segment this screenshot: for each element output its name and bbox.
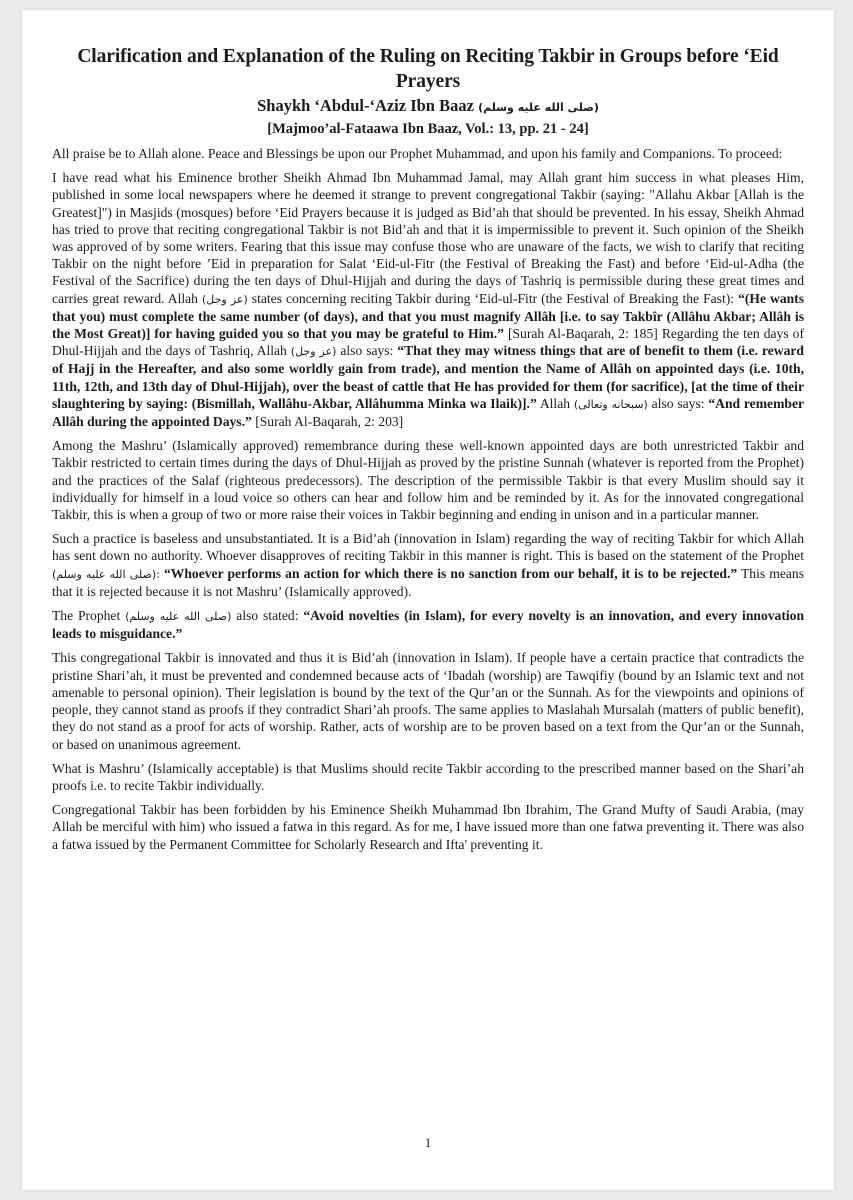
page-number: 1 xyxy=(424,1135,432,1150)
paragraph-intro: All praise be to Allah alone. Peace and Blessings be upon our Prophet Muhammad, and upon his family and Companions. To proceed: xyxy=(52,146,783,161)
author-line xyxy=(52,95,804,119)
paragraph-baseless-practice: Such a practice is baseless and unsubstantiated. It is a Bid’ah (innovation in Islam) regarding the way of reciting Takbir for which Allah has sent down no authority. Whoever disapproves of reciting Takbir in this manner is right. This is based on the statement of the Prophet (صلى الله عليه وسلم): “Whoever performs an action for which there is no sanction from our behalf, it is to be rejected.” This means that it is rejected because it is not Mashru’ (Islamically approved). xyxy=(52,531,804,599)
honorific: (صلى الله عليه وسلم) xyxy=(125,610,232,624)
document-body xyxy=(52,44,804,860)
source-reference: [Majmoo’al-Fataawa Ibn Baaz, Vol.: 13, pp. 21 - 24] xyxy=(267,121,589,137)
author-honorific: (صلى الله عليه وسلم) xyxy=(478,101,599,114)
hadith-quote: “Avoid novelties (in Islam), for every novelty is an innovation, and every innovation leads to misguidance.” xyxy=(52,608,805,642)
quran-quote: “(He wants that you) must complete the same number (of days), and that you must magnify Allâh [i.e. to say Takbîr (Allâhu Akbar; Allâh is the Most Great)] for having guided you so that you may be grateful to Him.” xyxy=(52,290,805,342)
paragraph-fatwa: Congregational Takbir has been forbidden by his Eminence Sheikh Muhammad Ibn Ibrahim, The Grand Mufty of Saudi Arabia, (may Allah be merciful with him) who issued a fatwa in this regard. As for me, I have issued more than one fatwa preventing it. There was also a fatwa issued by the Permanent Committee for Scholarly Research and Ifta' preventing it. xyxy=(52,802,804,852)
honorific: (عز وجل) xyxy=(290,345,337,359)
quran-quote: “And remember Allâh during the appointed Days.” xyxy=(52,395,805,430)
paragraph-essay-response: I have read what his Eminence brother Sheikh Ahmad Ibn Muhammad Jamal, may Allah grant him success in what pleases Him, published in some local newspapers where he deemed it strange to prevent congregational Takbir (saying: "Allahu Akbar [Allah is the Greatest]") in Masjids (mosques) before ‘Eid Prayers because it is judged as Bid’ah that should be prevented. In his essay, Sheikh Ahmad has tried to prove that reciting congregational Takbir is not Bid’ah and that it is impermissible to prevent it. Such opinion of the Sheikh was approved of by some writers. Fearing that this issue may confuse those who are unaware of the facts, we wish to clarify that reciting Takbir on the night before ’Eid in preparation for Salat ‘Eid-ul-Fitr (the Festival of Breaking the Fast) and before ‘Eid-ul-Adha (the Festival of the Sacrifice) during the ten days of Dhul-Hijjah and during the days of Tashriq is permissible during these great times and carries great reward. Allah (عز وجل) states concerning reciting Takbir during ‘Eid-ul-Fitr (the Festival of Breaking the Fast): “(He wants that you) must complete the same number (of days), and that you must magnify Allâh [i.e. to say Takbîr (Allâhu Akbar; Allâh is the Most Great)] for having guided you so that you may be grateful to Him.” [Surah Al-Baqarah, 2: 185] Regarding the ten days of Dhul-Hijjah and the days of Tashriq, Allah (عز وجل) also says: “That they may witness things that are of benefit to them (i.e. reward of Hajj in the Hereafter, and also some worldly gain from trade), and mention the Name of Allâh on appointed days (i.e. 10th, 11th, 12th, and 13th day of Dhul-Hijjah), over the beast of cattle that He has provided for them (for sacrifice), [at the time of their slaughtering by saying: (Bismillah, Wallâhu-Akbar, Allâhumma Minka wa Ilaik)].” Allah (سبحانه وتعالى) also says: “And remember Allâh during the appointed Days.” [Surah Al-Baqarah, 2: 203] xyxy=(52,170,805,430)
quran-quote: “That they may witness things that are of benefit to them (i.e. reward of Hajj in the Hereafter, and also some worldly gain from trade), and mention the Name of Allâh on appointed days (i.e. 10th, 11th, 12th, and 13th day of Dhul-Hijjah), over the beast of cattle that He has provided for them (for sacrifice), [at the time of their slaughtering by saying: (Bismillah, Wallâhu-Akbar, Allâhumma Minka wa Ilaik)].” xyxy=(52,343,804,411)
honorific: (سبحانه وتعالى) xyxy=(573,397,648,411)
paragraph-mashru-remembrance: Among the Mashru’ (Islamically approved) remembrance during these well-known appointed days are both unrestricted Takbir and Takbir restricted to certain times during the days of Dhul-Hijjah as proved by the pristine Sunnah (whatever is reported from the Prophet) and the practices of the Salaf (righteous predecessors). The description of the permissible Takbir is that every Muslim should say it individually for himself in a loud voice so others can hear and follow him and be reminded by it. As for the innovated congregational Takbir, this is when a group of two or more raise their voices in Takbir beginning and ending in unison and in a particular manner. xyxy=(52,438,804,523)
honorific: (صلى الله عليه وسلم): xyxy=(52,567,160,581)
paragraph-mashru-manner: What is Mashru’ (Islamically acceptable) is that Muslims should recite Takbir according to the prescribed manner based on the Shari’ah proofs i.e. to recite Takbir individually. xyxy=(52,760,804,793)
paragraph-innovation: This congregational Takbir is innovated and thus it is Bid’ah (innovation in Islam). If people have a certain practice that contradicts the pristine Shari’ah, it must be prevented and condemned because acts of ‘Ibadah (worship) are Tawqifiy (bound by an Islamic text and not amenable to personal opinion). Their legislation is bound by the text of the Qur’an or the Sunnah. As for the viewpoints and opinions of people, they cannot stand as proofs if they contradict Shari’ah proofs. The same applies to Maslahah Mursalah (matters of public benefit), they do not stand as a proof for acts of worship. Rather, acts of worship are to be proven based on a text from the Qur’an or the Sunnah, or based on unanimous agreement. xyxy=(52,650,804,752)
document-title: Clarification and Explanation of the Ruling on Reciting Takbir in Groups before ‘Eid Prayers xyxy=(77,46,779,92)
author-name: Shaykh ‘Abdul-‘Aziz Ibn Baaz xyxy=(257,96,474,115)
document-page xyxy=(22,10,834,1190)
paragraph-prophet-statement: The Prophet (صلى الله عليه وسلم) also stated: “Avoid novelties (in Islam), for every novelty is an innovation, and every innovation leads to misguidance.” xyxy=(52,608,805,642)
hadith-quote: “Whoever performs an action for which there is no sanction from our behalf, it is to be rejected.” xyxy=(163,565,738,581)
honorific: (عز وجل) xyxy=(202,292,248,306)
